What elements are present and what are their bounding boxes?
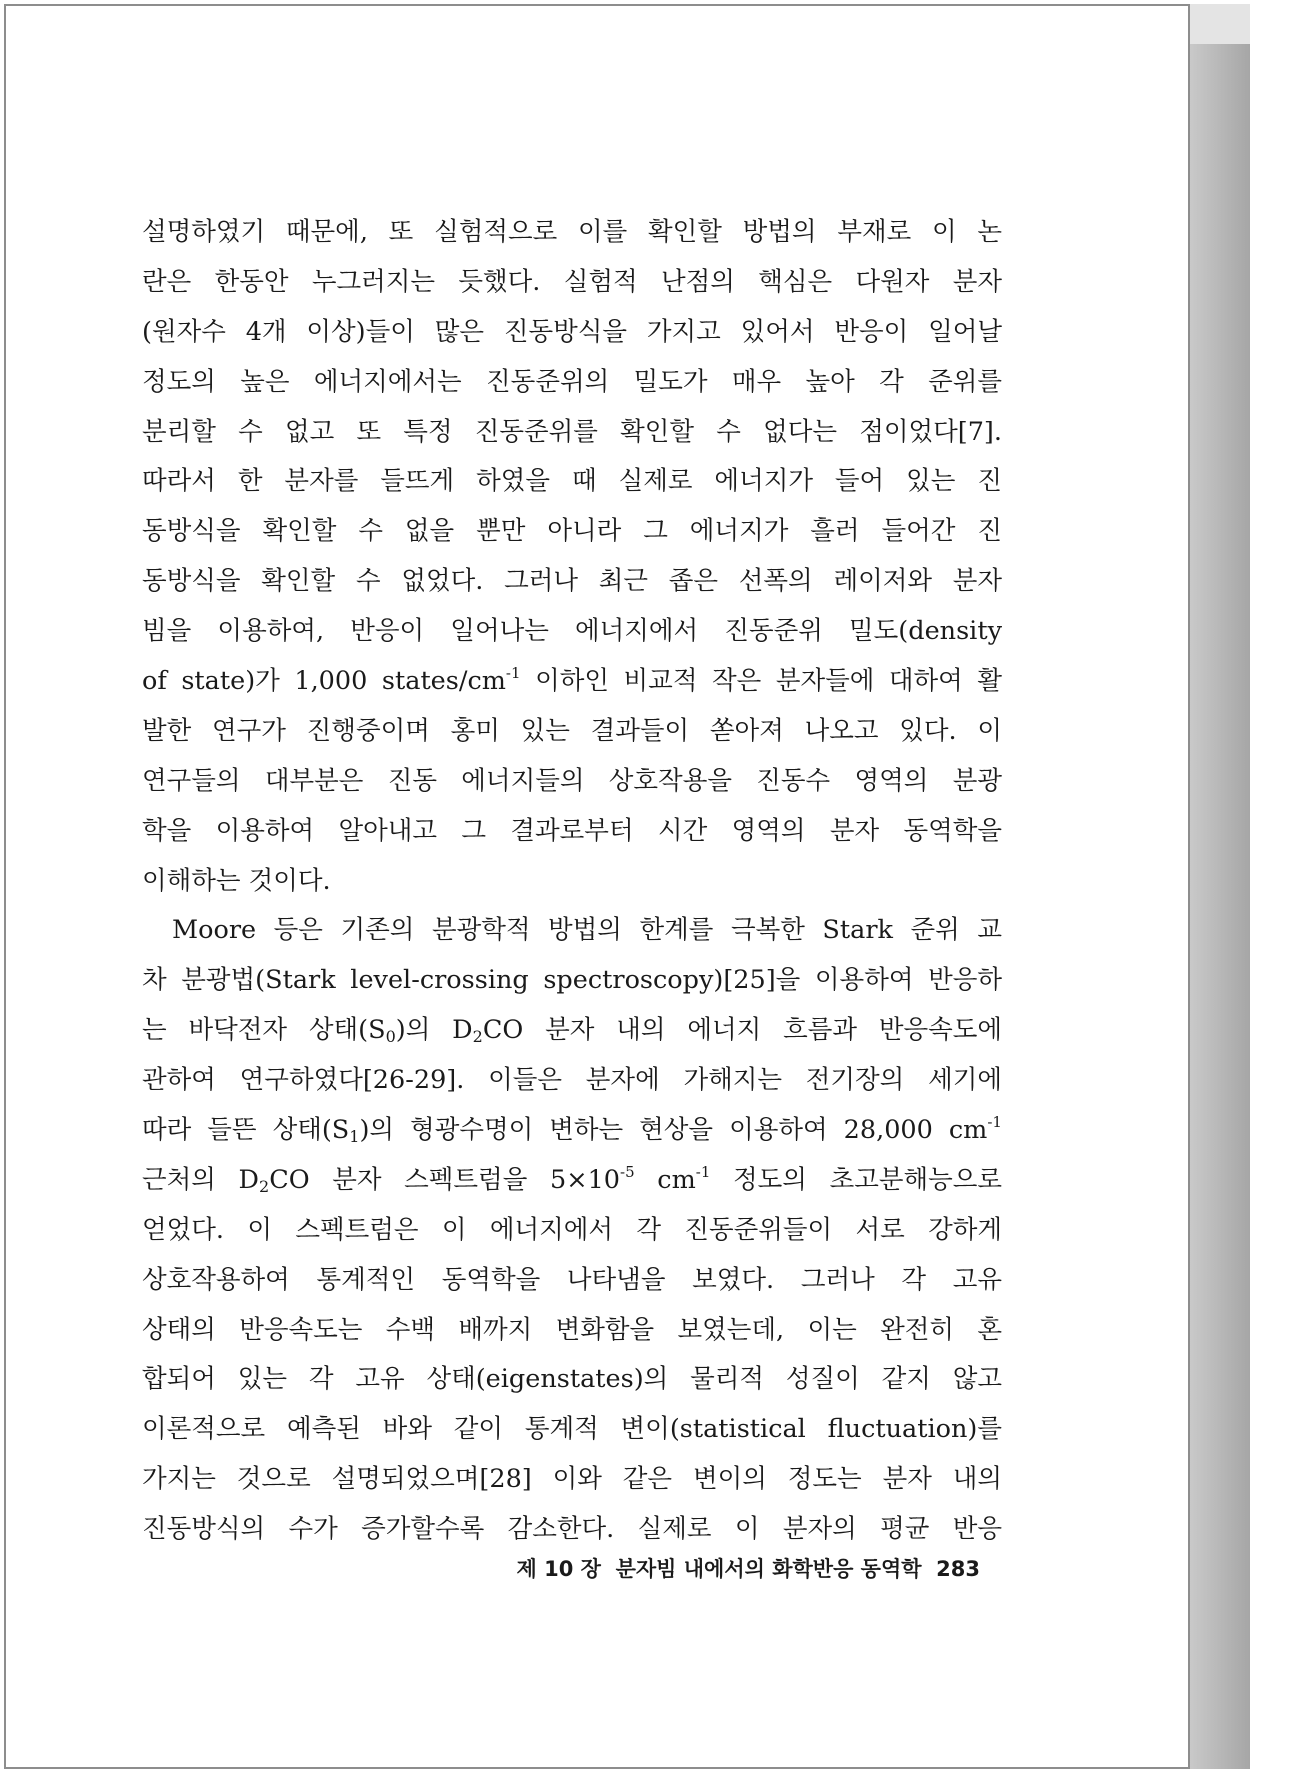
text-line xyxy=(142,657,1002,707)
text-run: )의 형광수명이 변하는 현상을 이용하여 28,000 cm xyxy=(359,1115,988,1146)
text-run: CO 분자 내의 에너지 흐름과 반응속도에 xyxy=(482,1015,1002,1046)
text-run: 정도의 초고분해능으로 xyxy=(710,1164,1002,1195)
text-line: 설명하였기 때문에, 또 실험적으로 이를 확인할 방법의 부재로 이 논 xyxy=(142,217,1002,247)
text-line: 동방식을 확인할 수 없을 뿐만 아니라 그 에너지가 흘러 들어간 진 xyxy=(142,516,1002,547)
text-line: 연구들의 대부분은 진동 에너지들의 상호작용을 진동수 영역의 분광 xyxy=(142,765,1002,796)
text-line: 상태의 반응속도는 수백 배까지 변화함을 보였는데, 이는 완전히 혼 xyxy=(142,1314,1002,1345)
text-line: 이론적으로 예측된 바와 같이 통계적 변이(statistical fluctuation)를 xyxy=(142,1414,1002,1445)
text-line: 상호작용하여 통계적인 동역학을 나타냄을 보였다. 그러나 각 고유 xyxy=(142,1264,1002,1295)
text-line xyxy=(142,1156,1002,1206)
page-spine xyxy=(1190,4,1250,1769)
text-line: 이해하는 것이다. xyxy=(142,865,331,896)
superscript: -1 xyxy=(695,1162,711,1181)
text-line: Moore 등은 기존의 분광학적 방법의 한계를 극복한 Stark 준위 교 xyxy=(172,915,1002,946)
superscript: -1 xyxy=(505,664,521,683)
subscript: 0 xyxy=(385,1027,396,1047)
text-line: 정도의 높은 에너지에서는 진동준위의 밀도가 매우 높아 각 준위를 xyxy=(142,366,1002,397)
text-line: (원자수 4개 이상)들이 많은 진동방식을 가지고 있어서 반응이 일어날 xyxy=(142,316,1002,347)
superscript: -1 xyxy=(987,1113,1002,1132)
superscript: -5 xyxy=(620,1162,635,1181)
text-line: 분리할 수 없고 또 특정 진동준위를 확인할 수 없다는 점이었다[7]. xyxy=(142,416,1002,447)
text-run: 따라 들뜬 상태(S xyxy=(142,1115,350,1146)
page-spine-top xyxy=(1190,4,1250,44)
text-run: 는 바닥전자 상태(S xyxy=(142,1015,386,1046)
text-line: 얻었다. 이 스펙트럼은 이 에너지에서 각 진동준위들이 서로 강하게 xyxy=(142,1214,1002,1245)
text-line: 진동방식의 수가 증가할수록 감소한다. 실제로 이 분자의 평균 반응 xyxy=(142,1514,1002,1545)
text-run: of state)가 1,000 states/cm xyxy=(142,666,506,697)
text-run: cm xyxy=(634,1164,696,1195)
text-run: CO 분자 스펙트럼을 5×10 xyxy=(269,1164,621,1195)
text-line: 동방식을 확인할 수 없었다. 그러나 최근 좁은 선폭의 레이저와 분자 xyxy=(142,566,1002,597)
text-line: 관하여 연구하였다[26-29]. 이들은 분자에 가해지는 전기장의 세기에 xyxy=(142,1065,1002,1096)
running-footer xyxy=(517,1553,980,1583)
text-line: 발한 연구가 진행중이며 홍미 있는 결과들이 쏟아져 나오고 있다. 이 xyxy=(142,715,1002,746)
text-line: 합되어 있는 각 고유 상태(eigenstates)의 물리적 성질이 같지 않고 xyxy=(142,1364,1002,1395)
subscript: 1 xyxy=(349,1127,360,1147)
page-number: 283 xyxy=(936,1557,980,1581)
subscript: 2 xyxy=(472,1027,483,1047)
text-line: 가지는 것으로 설명되었으며[28] 이와 같은 변이의 정도는 분자 내의 xyxy=(142,1464,1002,1495)
subscript: 2 xyxy=(259,1176,270,1196)
text-line xyxy=(142,1006,1002,1056)
body-text xyxy=(142,208,1002,1555)
text-line xyxy=(142,1106,1002,1156)
text-line: 차 분광법(Stark level-crossing spectroscopy)[25]을 이용하여 반응하 xyxy=(142,965,1002,996)
text-run: 근처의 D xyxy=(142,1164,259,1195)
footer-title: 분자빔 내에서의 화학반응 동역학 xyxy=(615,1557,922,1581)
text-run: )의 D xyxy=(395,1015,473,1046)
text-line: 란은 한동안 누그러지는 듯했다. 실험적 난점의 핵심은 다원자 분자 xyxy=(142,266,1002,297)
footer-chapter: 제 10 장 xyxy=(516,1557,601,1581)
text-line: 학을 이용하여 알아내고 그 결과로부터 시간 영역의 분자 동역학을 xyxy=(142,815,1002,846)
text-run: 이하인 비교적 작은 분자들에 대하여 활 xyxy=(520,666,1002,697)
text-line: 빔을 이용하여, 반응이 일어나는 에너지에서 진동준위 밀도(density xyxy=(142,616,1002,647)
text-line: 따라서 한 분자를 들뜨게 하였을 때 실제로 에너지가 들어 있는 진 xyxy=(142,466,1002,497)
